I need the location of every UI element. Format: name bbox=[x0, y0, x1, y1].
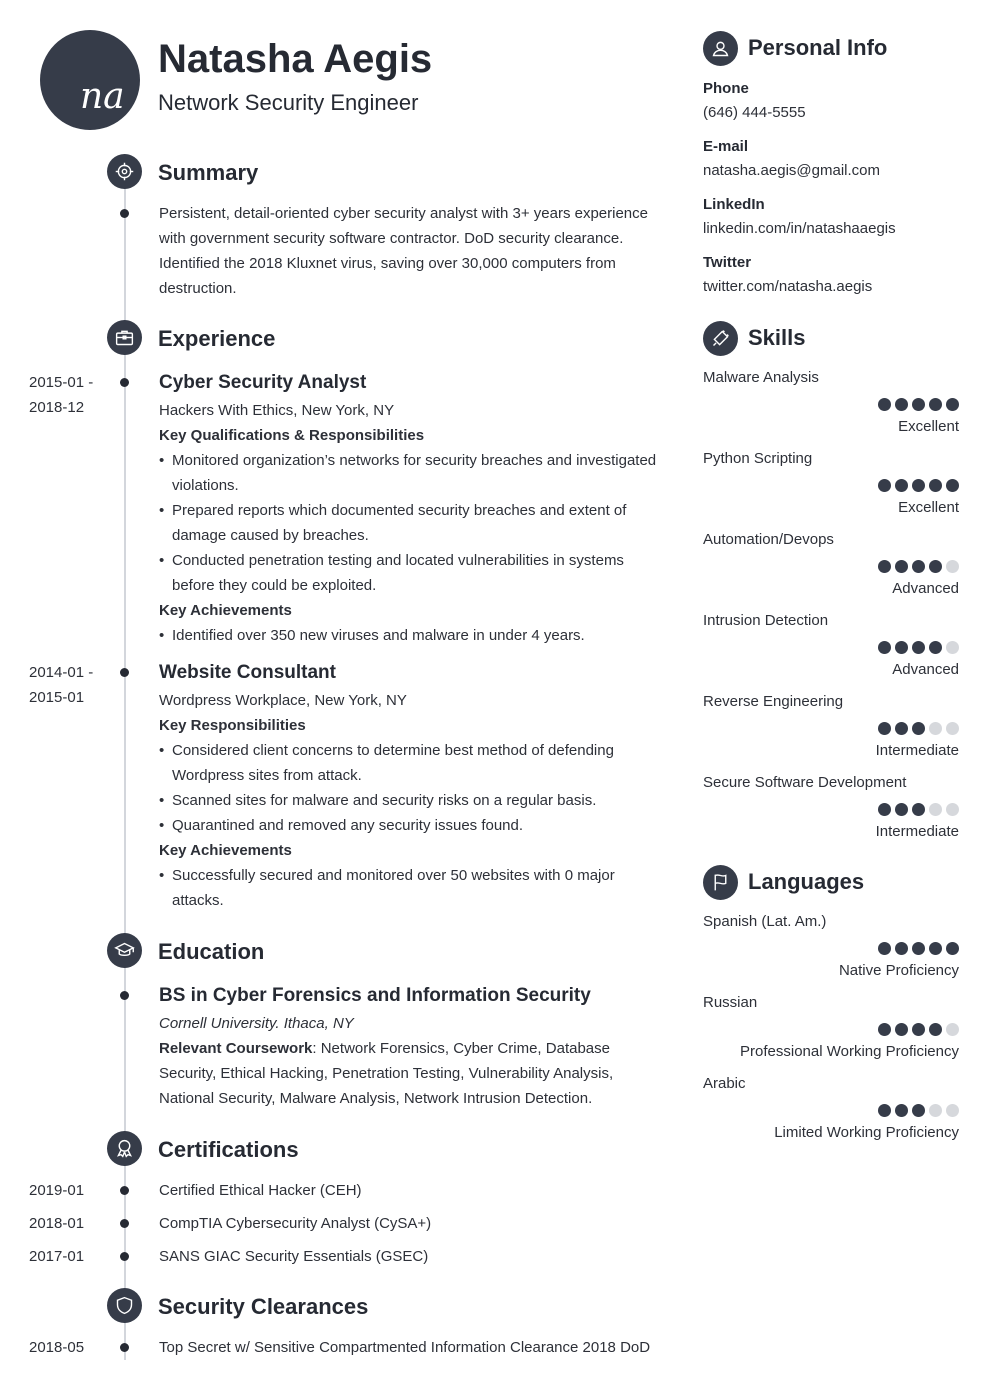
rating-dot bbox=[912, 942, 925, 955]
job-company: Hackers With Ethics, New York, NY bbox=[159, 402, 395, 419]
list-item: • Scanned sites for malware and security risks on a regular basis. bbox=[159, 788, 664, 813]
timeline-dot bbox=[120, 1219, 129, 1228]
responsibilities-heading: Key Qualifications & Responsibilities bbox=[159, 427, 425, 444]
rating-dot bbox=[929, 803, 942, 816]
coursework-label: Relevant Coursework bbox=[159, 1040, 313, 1057]
skill-item-name: Malware Analysis bbox=[703, 369, 819, 386]
summary-text: Persistent, detail-oriented cyber security analyst with 3+ years experience with government security software contractor. DoD security clearance. Identified the 2018 Kluxnet virus, saving over 30,000 computers from destruction. bbox=[159, 205, 648, 297]
job-date-end: 2015-01 bbox=[29, 689, 85, 706]
rating-dot bbox=[912, 1104, 925, 1117]
rating-dot bbox=[929, 942, 942, 955]
rating-dot bbox=[912, 722, 925, 735]
skill-item-level: Advanced bbox=[892, 661, 959, 678]
cert-name: CompTIA Cybersecurity Analyst (CySA+) bbox=[159, 1215, 432, 1232]
skill-item-name: Python Scripting bbox=[703, 450, 813, 467]
cert-name: SANS GIAC Security Essentials (GSEC) bbox=[159, 1248, 429, 1265]
degree: BS in Cyber Forensics and Information Security bbox=[159, 985, 591, 1006]
job-entry bbox=[159, 661, 664, 913]
experience-heading: Experience bbox=[158, 326, 276, 351]
cert-date: 2018-01 bbox=[29, 1215, 85, 1232]
rating-dots bbox=[878, 641, 959, 654]
job-date-end: 2018-12 bbox=[29, 399, 85, 416]
award-ribbon-icon bbox=[107, 1131, 142, 1166]
school: Cornell University. Ithaca, NY bbox=[159, 1015, 354, 1032]
rating-dot bbox=[946, 1104, 959, 1117]
language-item bbox=[703, 991, 959, 1072]
rating-dot bbox=[912, 560, 925, 573]
rating-dots bbox=[878, 942, 959, 955]
rating-dot bbox=[895, 722, 908, 735]
language-item-level: Professional Working Proficiency bbox=[740, 1043, 959, 1060]
rating-dot bbox=[946, 641, 959, 654]
rating-dot bbox=[878, 560, 891, 573]
cert-date: 2017-01 bbox=[29, 1248, 85, 1265]
twitter-label: Twitter bbox=[703, 254, 752, 271]
briefcase-icon bbox=[107, 320, 142, 355]
language-item-name: Russian bbox=[703, 994, 758, 1011]
rating-dot bbox=[912, 398, 925, 411]
rating-dot bbox=[895, 398, 908, 411]
twitter-value[interactable]: twitter.com/natasha.aegis bbox=[703, 278, 873, 295]
languages-list bbox=[703, 910, 959, 1153]
certifications-heading: Certifications bbox=[158, 1137, 299, 1162]
cert-date: 2019-01 bbox=[29, 1182, 85, 1199]
rating-dot bbox=[895, 803, 908, 816]
rating-dot bbox=[878, 1104, 891, 1117]
timeline-dot bbox=[120, 209, 129, 218]
user-icon bbox=[703, 31, 738, 66]
clearances-heading: Security Clearances bbox=[158, 1294, 369, 1319]
clearance-name: Top Secret w/ Sensitive Compartmented Information Clearance 2018 DoD bbox=[159, 1339, 651, 1356]
rating-dot bbox=[878, 803, 891, 816]
timeline-dot bbox=[120, 378, 129, 387]
candidate-name: Natasha Aegis bbox=[158, 37, 433, 81]
skills-list bbox=[703, 366, 959, 852]
target-icon bbox=[107, 154, 142, 189]
rating-dot bbox=[878, 1023, 891, 1036]
language-item-level: Limited Working Proficiency bbox=[774, 1124, 959, 1141]
skill-item-name: Automation/Devops bbox=[703, 531, 834, 548]
list-item: • Considered client concerns to determine best method of defending Wordpress sites from attack. bbox=[159, 738, 664, 788]
skill-item-level: Advanced bbox=[892, 580, 959, 597]
timeline-dot bbox=[120, 1252, 129, 1261]
languages-heading: Languages bbox=[748, 869, 865, 894]
skills-heading: Skills bbox=[748, 325, 806, 350]
rating-dot bbox=[946, 398, 959, 411]
language-item bbox=[703, 910, 959, 991]
linkedin-value[interactable]: linkedin.com/in/natashaaegis bbox=[703, 220, 896, 237]
responsibilities-heading: Key Responsibilities bbox=[159, 717, 306, 734]
phone-label: Phone bbox=[703, 80, 749, 97]
rating-dot bbox=[946, 803, 959, 816]
language-item-name: Arabic bbox=[703, 1075, 746, 1092]
rating-dot bbox=[929, 722, 942, 735]
list-item: • Quarantined and removed any security issues found. bbox=[159, 813, 664, 838]
rating-dots bbox=[878, 1023, 959, 1036]
skill-item bbox=[703, 447, 959, 528]
rating-dot bbox=[929, 560, 942, 573]
job-date-start: 2014-01 - bbox=[29, 664, 94, 681]
rating-dot bbox=[895, 942, 908, 955]
rating-dots bbox=[878, 1104, 959, 1117]
rating-dot bbox=[929, 641, 942, 654]
rating-dot bbox=[878, 398, 891, 411]
skill-item-level: Intermediate bbox=[875, 823, 959, 840]
avatar-initials: na bbox=[80, 76, 125, 117]
rating-dot bbox=[878, 722, 891, 735]
shield-icon bbox=[107, 1288, 142, 1323]
rating-dot bbox=[946, 722, 959, 735]
rating-dot bbox=[946, 560, 959, 573]
rating-dot bbox=[878, 942, 891, 955]
rating-dot bbox=[895, 560, 908, 573]
skill-item bbox=[703, 528, 959, 609]
rating-dot bbox=[912, 641, 925, 654]
language-item-name: Spanish (Lat. Am.) bbox=[703, 913, 827, 930]
rating-dot bbox=[895, 1023, 908, 1036]
rating-dots bbox=[878, 479, 959, 492]
education-heading: Education bbox=[158, 939, 265, 964]
rating-dot bbox=[946, 1023, 959, 1036]
skill-item-name: Intrusion Detection bbox=[703, 612, 829, 629]
education-entry bbox=[159, 984, 664, 1111]
achievements-heading: Key Achievements bbox=[159, 602, 292, 619]
job-entry bbox=[159, 371, 664, 648]
timeline-dot bbox=[120, 668, 129, 677]
rating-dot bbox=[929, 398, 942, 411]
rating-dot bbox=[929, 1023, 942, 1036]
achievements-heading: Key Achievements bbox=[159, 842, 292, 859]
skill-item-level: Excellent bbox=[898, 418, 959, 435]
rating-dot bbox=[946, 479, 959, 492]
skill-item bbox=[703, 690, 959, 771]
rating-dot bbox=[929, 479, 942, 492]
rating-dots bbox=[878, 803, 959, 816]
language-item-level: Native Proficiency bbox=[838, 962, 959, 979]
rating-dot bbox=[878, 479, 891, 492]
email-value[interactable]: natasha.aegis@gmail.com bbox=[703, 162, 880, 179]
skill-item bbox=[703, 771, 959, 852]
cert-name: Certified Ethical Hacker (CEH) bbox=[159, 1182, 362, 1199]
rating-dots bbox=[878, 560, 959, 573]
rating-dot bbox=[912, 803, 925, 816]
job-date-start: 2015-01 - bbox=[29, 374, 94, 391]
rating-dots bbox=[878, 398, 959, 411]
candidate-title: Network Security Engineer bbox=[158, 90, 419, 115]
list-item: • Conducted penetration testing and located vulnerabilities in systems before they could be exploited. bbox=[159, 548, 664, 598]
rating-dot bbox=[946, 942, 959, 955]
skill-item-level: Excellent bbox=[898, 499, 959, 516]
timeline-dot bbox=[120, 1343, 129, 1352]
summary-heading: Summary bbox=[158, 160, 259, 185]
job-date bbox=[29, 660, 109, 710]
job-role: Website Consultant bbox=[159, 662, 336, 683]
graduation-cap-icon bbox=[107, 933, 142, 968]
skill-item-name: Secure Software Development bbox=[703, 774, 907, 791]
rating-dot bbox=[929, 1104, 942, 1117]
list-item: • Identified over 350 new viruses and malware in under 4 years. bbox=[159, 623, 664, 648]
job-company: Wordpress Workplace, New York, NY bbox=[159, 692, 407, 709]
skill-item bbox=[703, 366, 959, 447]
tools-icon bbox=[703, 321, 738, 356]
personal-info-list bbox=[703, 78, 973, 300]
job-role: Cyber Security Analyst bbox=[159, 372, 367, 393]
rating-dot bbox=[878, 641, 891, 654]
flag-icon bbox=[703, 865, 738, 900]
skill-item bbox=[703, 609, 959, 690]
rating-dots bbox=[878, 722, 959, 735]
list-item: • Monitored organization’s networks for security breaches and investigated violations. bbox=[159, 448, 664, 498]
list-item: • Prepared reports which documented security breaches and extent of damage caused by breaches. bbox=[159, 498, 664, 548]
timeline-dot bbox=[120, 1186, 129, 1195]
rating-dot bbox=[912, 1023, 925, 1036]
clearance-date: 2018-05 bbox=[29, 1339, 85, 1356]
rating-dot bbox=[912, 479, 925, 492]
rating-dot bbox=[895, 1104, 908, 1117]
email-label: E-mail bbox=[703, 138, 749, 155]
timeline-dot bbox=[120, 991, 129, 1000]
language-item bbox=[703, 1072, 959, 1153]
linkedin-label: LinkedIn bbox=[703, 196, 765, 213]
job-date bbox=[29, 370, 109, 420]
list-item: • Successfully secured and monitored over 50 websites with 0 major attacks. bbox=[159, 863, 664, 913]
skill-item-level: Intermediate bbox=[875, 742, 959, 759]
phone-value: (646) 444-5555 bbox=[703, 104, 806, 121]
personal-info-heading: Personal Info bbox=[748, 35, 888, 60]
rating-dot bbox=[895, 641, 908, 654]
skill-item-name: Reverse Engineering bbox=[703, 693, 844, 710]
coursework-list: : Network Forensics, Cyber Crime, Database Security, Ethical Hacking, Penetration Testing, Vulnerability Analysis, National Security, Malware Analysis, Network Intrusion Detection. bbox=[159, 1040, 614, 1107]
rating-dot bbox=[895, 479, 908, 492]
coursework bbox=[159, 1036, 664, 1111]
